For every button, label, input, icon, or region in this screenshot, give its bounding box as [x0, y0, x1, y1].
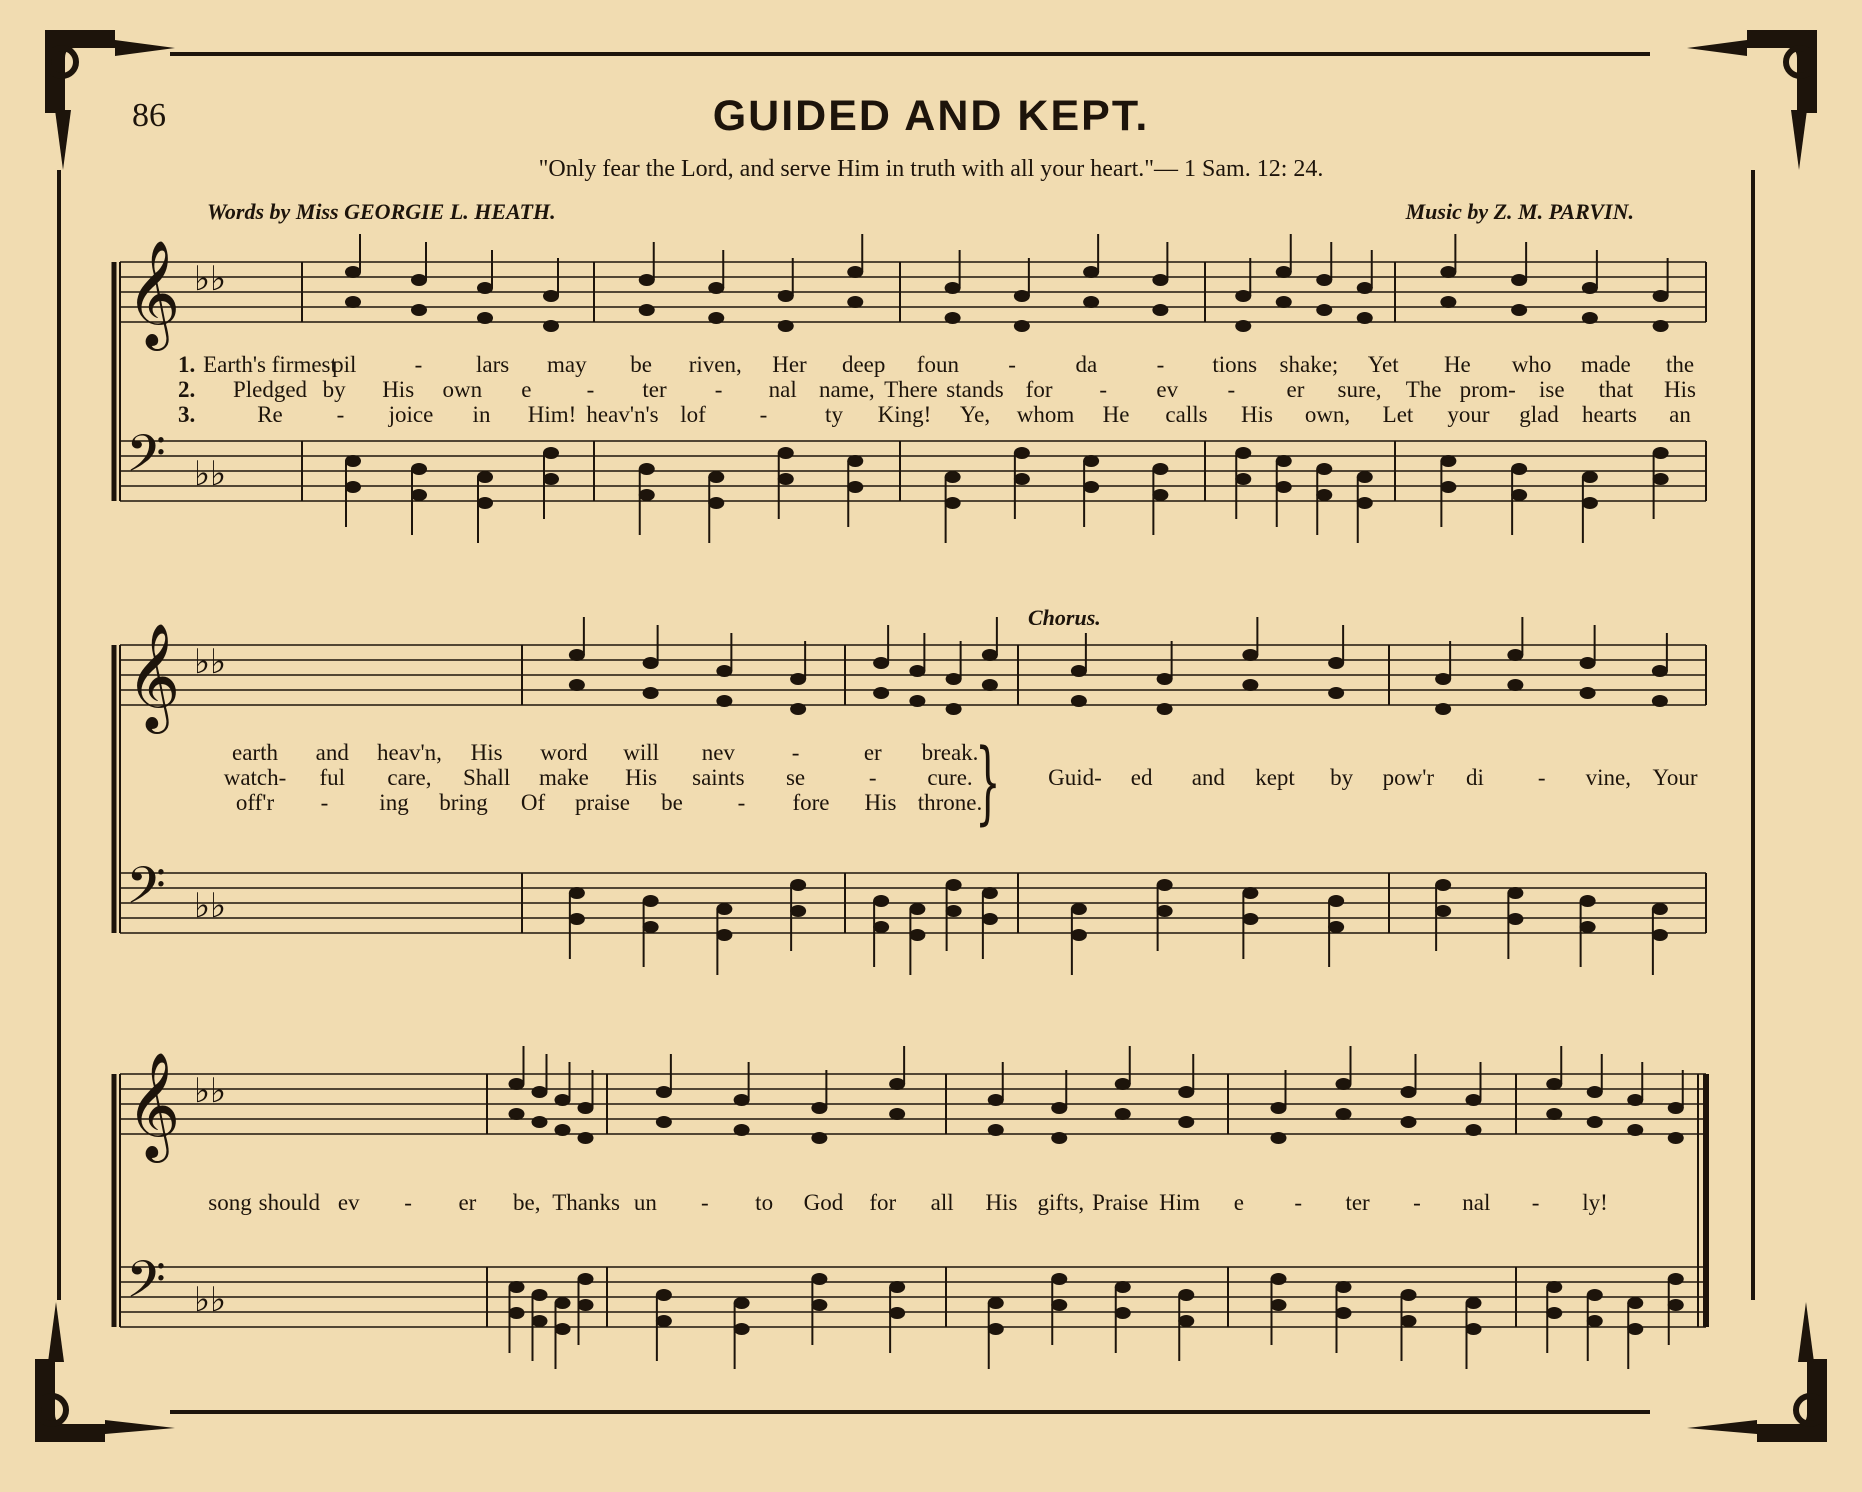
lyric-syllable: -	[791, 740, 800, 765]
lyric-syllable: Of	[520, 790, 546, 815]
lyric-syllable: may	[547, 352, 587, 377]
key-signature-flat-icon: ♭♭	[194, 1280, 227, 1320]
lyric-syllable: nal	[768, 377, 797, 402]
chorus-syllable: Your	[1652, 765, 1698, 790]
lyric-syllable: fore	[792, 790, 830, 815]
words-credit: Words by Miss GEORGIE L. HEATH.	[207, 199, 556, 224]
lyric-syllable: Shall	[463, 765, 511, 790]
key-signature-flat-icon: ♭♭	[194, 259, 227, 299]
lyric-syllable: tions	[1212, 352, 1258, 377]
treble-clef-icon: 𝄞	[126, 622, 181, 729]
chorus-syllable: er	[458, 1190, 477, 1215]
lyric-syllable: earth	[232, 740, 278, 765]
chorus-syllable: -	[1531, 1190, 1540, 1215]
lyric-syllable: ev	[1156, 377, 1179, 402]
lyric-syllable: prom-	[1459, 377, 1516, 402]
chorus-syllable: pow'r	[1382, 765, 1435, 790]
chorus-syllable: di	[1466, 765, 1484, 790]
lyric-syllable: own,	[1304, 402, 1351, 427]
lyric-syllable: throne.	[917, 790, 983, 815]
chorus-syllable: all	[930, 1190, 954, 1215]
lyric-syllable: who	[1511, 352, 1552, 377]
lyric-syllable: -	[1156, 352, 1165, 377]
lyric-syllable: by	[322, 377, 346, 402]
lyric-syllable: Re	[257, 402, 283, 427]
chorus-syllable: to	[755, 1190, 774, 1215]
lyric-syllable: -	[868, 765, 877, 790]
lyric-syllable: His	[470, 740, 503, 765]
lyric-syllable: joice	[388, 402, 434, 427]
chorus-syllable: God	[803, 1190, 844, 1215]
verse-number: 1.	[178, 352, 196, 377]
scripture-epigraph: "Only fear the Lord, and serve Him in truth with all your heart."— 1 Sam. 12: 24.	[538, 156, 1324, 182]
lyric-syllable: the	[1665, 352, 1695, 377]
lyric-syllable: e	[521, 377, 532, 402]
key-signature-flat-icon: ♭♭	[194, 1071, 227, 1111]
lyric-syllable: -	[336, 402, 345, 427]
lyric-syllable: deep	[841, 352, 886, 377]
chorus-syllable: -	[1413, 1190, 1421, 1215]
lyric-syllable: calls	[1165, 402, 1208, 427]
lyric-syllable: nev	[701, 740, 735, 765]
lyric-syllable: cure.	[927, 765, 973, 790]
lyric-syllable: name,	[819, 377, 875, 402]
lyric-syllable: be	[661, 790, 683, 815]
chorus-syllable: Praise	[1092, 1190, 1149, 1215]
lyric-syllable: Pledged	[232, 377, 308, 402]
lyric-syllable: Let	[1382, 402, 1414, 427]
lyric-syllable: break.	[921, 740, 979, 765]
lyric-syllable: word	[540, 740, 588, 765]
music-credit: Music by Z. M. PARVIN.	[1405, 199, 1634, 224]
lyric-syllable: The	[1405, 377, 1442, 402]
lyric-syllable: ful	[319, 765, 345, 790]
lyric-syllable: in	[472, 402, 491, 427]
lyric-syllable: your	[1447, 402, 1490, 427]
lyric-syllable: He	[1443, 352, 1471, 377]
page-number: 86	[132, 97, 166, 134]
lyric-syllable: -	[1227, 377, 1236, 402]
chorus-syllable: song	[208, 1190, 252, 1215]
lyric-syllable: ter	[642, 377, 667, 402]
lyric-syllable: that	[1598, 377, 1634, 402]
lyric-syllable: His	[625, 765, 658, 790]
lyric-syllable: ise	[1539, 377, 1565, 402]
lyric-syllable: lof	[680, 402, 706, 427]
lyric-syllable: pil	[332, 352, 357, 377]
lyric-syllable: -	[586, 377, 595, 402]
lyric-syllable: will	[623, 740, 659, 765]
lyric-syllable: saints	[692, 765, 745, 790]
chorus-syllable: be,	[513, 1190, 541, 1215]
lyric-syllable: and	[315, 740, 349, 765]
lyric-syllable: Him!	[527, 402, 577, 427]
lyric-syllable: Earth's firmest	[203, 352, 337, 377]
chorus-syllable: Him	[1159, 1190, 1201, 1215]
chorus-syllable: kept	[1255, 765, 1295, 790]
chorus-syllable: un	[633, 1190, 657, 1215]
lyric-syllable: se	[785, 765, 806, 790]
chorus-syllable: -	[1537, 765, 1546, 790]
chorus-syllable: Guid-	[1048, 765, 1102, 790]
lyric-syllable: Ye,	[959, 402, 991, 427]
chorus-syllable: His	[985, 1190, 1018, 1215]
key-signature-flat-icon: ♭♭	[194, 886, 227, 926]
chorus-syllable: gifts,	[1037, 1190, 1085, 1215]
bass-clef-icon: 𝄢	[126, 1249, 166, 1322]
chorus-syllable: nal	[1462, 1190, 1491, 1215]
hymn-title: GUIDED AND KEPT.	[712, 92, 1150, 140]
treble-clef-icon: 𝄞	[126, 239, 181, 346]
lyric-syllable: an	[1669, 402, 1691, 427]
chorus-syllable: by	[1330, 765, 1354, 790]
bass-clef-icon: 𝄢	[126, 423, 166, 496]
lyric-syllable: bring	[439, 790, 488, 815]
chorus-syllable: -	[1294, 1190, 1303, 1215]
key-signature-flat-icon: ♭♭	[194, 642, 227, 682]
lyric-syllable: -	[414, 352, 423, 377]
lyric-syllable: -	[1099, 377, 1108, 402]
lyric-syllable: His	[864, 790, 897, 815]
chorus-label: Chorus.	[1028, 605, 1101, 630]
lyric-syllable: off'r	[235, 790, 275, 815]
lyric-syllable: er	[1286, 377, 1305, 402]
chorus-syllable: for	[869, 1190, 897, 1215]
lyric-syllable: He	[1102, 402, 1130, 427]
lyric-syllable: stands	[946, 377, 1004, 402]
chorus-syllable: ev	[337, 1190, 360, 1215]
lyric-syllable: own	[442, 377, 483, 402]
lyric-syllable: glad	[1519, 402, 1559, 427]
lyric-syllable: -	[759, 402, 768, 427]
chorus-syllable: and	[1191, 765, 1225, 790]
lyric-syllable: watch-	[223, 765, 287, 790]
lyric-syllable: His	[1241, 402, 1273, 427]
lyric-syllable: make	[538, 765, 589, 790]
lyric-syllable: King!	[877, 402, 932, 427]
lyric-syllable: heav'n,	[377, 740, 442, 765]
key-signature-flat-icon: ♭♭	[194, 454, 227, 494]
lyric-syllable: Her	[772, 352, 807, 377]
lyric-syllable: heav'n's	[586, 402, 659, 427]
verse-number: 2.	[178, 377, 196, 402]
lyric-syllable: hearts	[1582, 402, 1637, 427]
lyric-syllable: -	[714, 377, 723, 402]
chorus-syllable: should	[258, 1190, 321, 1215]
lyric-syllable: Yet	[1367, 352, 1399, 377]
lyric-syllable: care,	[387, 765, 432, 790]
lyric-syllable: er	[863, 740, 882, 765]
lyric-syllable: ty	[825, 402, 843, 427]
bass-clef-icon: 𝄢	[126, 855, 166, 928]
lyric-syllable: praise	[575, 790, 630, 815]
chorus-syllable: ter	[1345, 1190, 1370, 1215]
lyric-syllable: da	[1075, 352, 1098, 377]
lyric-syllable: lars	[476, 352, 510, 377]
lyric-syllable: His	[1664, 377, 1696, 402]
chorus-syllable: vine,	[1585, 765, 1632, 790]
corner-ornament-icon	[35, 1302, 175, 1442]
lyric-syllable: riven,	[688, 352, 742, 377]
verse-number: 3.	[178, 402, 196, 427]
chorus-syllable: Thanks	[552, 1190, 620, 1215]
lyric-syllable: There	[884, 377, 938, 402]
lyric-syllable: shake;	[1279, 352, 1339, 377]
chorus-syllable: ly!	[1582, 1190, 1608, 1215]
lyric-syllable: whom	[1016, 402, 1075, 427]
lyric-syllable: -	[320, 790, 329, 815]
corner-ornament-icon	[1687, 1302, 1827, 1442]
chorus-syllable: -	[700, 1190, 709, 1215]
chorus-syllable: -	[404, 1190, 412, 1215]
lyric-syllable: His	[382, 377, 415, 402]
lyric-syllable: foun	[916, 352, 959, 377]
lyric-syllable: ing	[379, 790, 409, 815]
chorus-syllable: ed	[1130, 765, 1153, 790]
lyric-syllable: for	[1025, 377, 1053, 402]
chorus-syllable: e	[1233, 1190, 1245, 1215]
lyric-syllable: sure,	[1337, 377, 1382, 402]
lyric-syllable: -	[1008, 352, 1016, 377]
treble-clef-icon: 𝄞	[126, 1051, 181, 1158]
lyric-syllable: -	[737, 790, 746, 815]
verse-brace: }	[975, 730, 1001, 835]
lyric-syllable: be	[630, 352, 652, 377]
lyric-syllable: made	[1580, 352, 1631, 377]
